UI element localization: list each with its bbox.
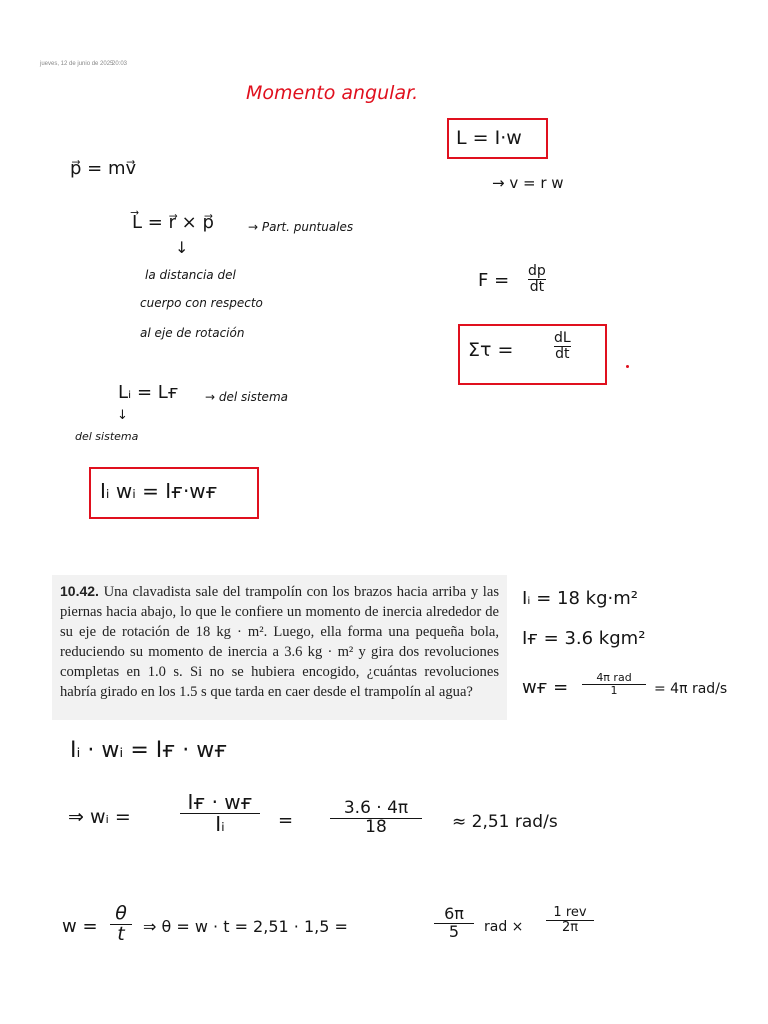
torque-derivative: [554, 331, 571, 361]
note-date: jueves, 12 de junio de 2025: [40, 61, 114, 67]
problem-statement: [52, 575, 507, 720]
torque-formula-lhs: Στ =: [468, 339, 514, 361]
frac-2-denominator: 18: [365, 816, 387, 837]
solution-line-2-lhs: ⇒ wᵢ =: [68, 806, 131, 828]
frac-2-numerator: 3.6 · 4π: [343, 798, 409, 818]
solution-line-3-mid: ⇒ θ = w · t = 2,51 · 1,5 =: [143, 917, 348, 936]
theta-numerator: θ: [115, 902, 127, 924]
solution-line-3-frac-2: [434, 906, 474, 941]
frac-3-denominator: 5: [448, 921, 460, 941]
force-derivative: [528, 264, 546, 294]
r-note-line-2: cuerpo con respecto: [140, 296, 263, 310]
r-note-line-3: al eje de rotación: [140, 326, 245, 340]
frac-4-numerator: 1 rev: [553, 905, 587, 920]
conservation-equation: Lᵢ = Lғ: [118, 382, 179, 403]
frac-4-denominator: 2π: [561, 919, 579, 935]
note-time: 20:03: [112, 61, 128, 67]
boxed-conservation-text: Iᵢ wᵢ = Iғ·wғ: [100, 479, 218, 503]
given-wf-lhs: wғ =: [522, 677, 569, 698]
solution-line-2-eq: =: [278, 810, 294, 831]
conservation-note: → del sistema: [205, 390, 288, 404]
wf-numerator: 4π rad: [596, 671, 632, 684]
frac-1-denominator: Iᵢ: [215, 812, 225, 836]
frac-3-numerator: 6π: [444, 904, 464, 923]
r-note-line-1: la distancia del: [145, 268, 236, 282]
force-numerator: dp: [528, 263, 546, 279]
red-dot: [626, 365, 629, 368]
solution-line-3-lhs: w =: [62, 916, 98, 937]
t-denominator: t: [117, 922, 125, 945]
system-note: del sistema: [75, 430, 139, 443]
solution-line-2-frac-2: [330, 800, 422, 837]
linear-momentum-formula: p⃗ = mv⃗: [70, 158, 137, 179]
solution-line-2-frac-1: [180, 792, 260, 835]
given-Ii: Iᵢ = 18 kg·m²: [522, 588, 638, 609]
page-title: Momento angular.: [246, 82, 419, 104]
torque-denominator: dt: [555, 345, 570, 362]
boxed-L-text: L = I·w: [456, 127, 522, 149]
down-arrow-icon-2: ↓: [117, 408, 128, 423]
torque-numerator: dL: [554, 330, 571, 346]
given-If: Iғ = 3.6 kgm²: [522, 628, 646, 649]
v-rw-formula: → v = r w: [492, 174, 564, 192]
solution-line-3-frac-3: [546, 906, 594, 934]
problem-text: Una clavadista sale del trampolín con los brazos hacia arriba y las piernas hacia abajo, lo que le confiere un momento de inercia alrededor de su eje de rotación de 18 kg · m². Luego, ella forma una pequeña bola, reduciendo su momento de inercia a 3.6 kg · m² y gira dos revoluciones completas en 1.0 s. Si no se hubiera encogido, ¿cuántas revoluciones habría girado en los 1.5 s que tarda en caer desde el trampolín al agua?: [60, 584, 499, 700]
force-denominator: dt: [529, 278, 545, 295]
solution-line-3-unit: rad ×: [484, 919, 524, 935]
angular-momentum-definition: L⃗ = r⃗ × p⃗: [132, 212, 214, 233]
given-wf-rhs: = 4π rad/s: [654, 681, 728, 697]
solution-line-3-frac-1: [110, 904, 132, 945]
problem-number: 10.42.: [60, 583, 99, 599]
force-formula-lhs: F =: [478, 270, 510, 291]
solution-line-1: Iᵢ · wᵢ = Iғ · wғ: [70, 738, 228, 763]
point-particles-note: → Part. puntuales: [248, 220, 354, 234]
solution-line-2-result: ≈ 2,51 rad/s: [452, 812, 558, 832]
frac-1-numerator: Iғ · wғ: [187, 790, 253, 814]
given-wf-fraction: [582, 672, 646, 696]
down-arrow-icon: ↓: [175, 238, 189, 257]
wf-denominator: 1: [610, 683, 618, 697]
